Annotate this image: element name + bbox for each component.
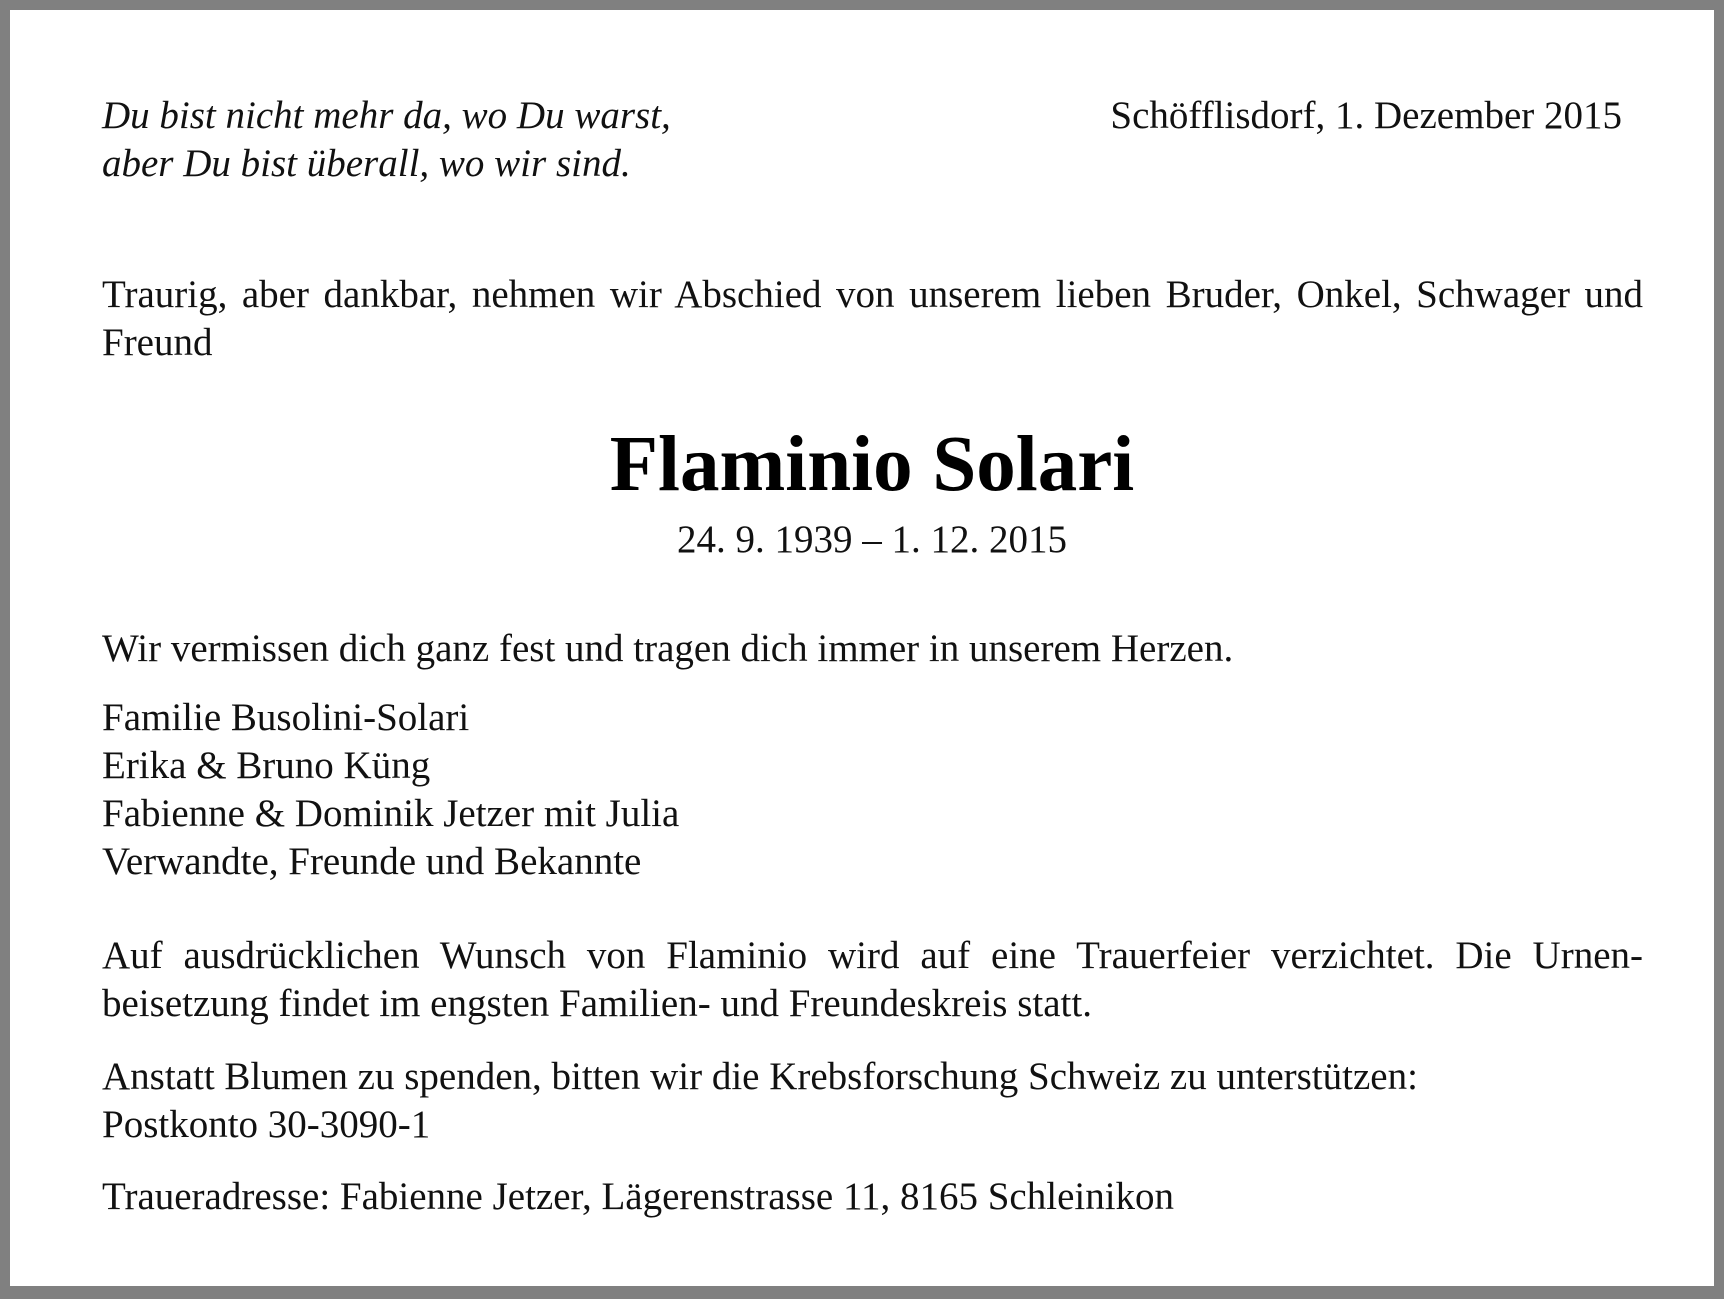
address-line: Traueradresse: Fabienne Jetzer, Lägerenstrasse 11, 8165 Schleinikon (102, 1175, 1175, 1218)
ceremony-notice (102, 932, 1643, 1028)
mourner-item: Familie Busolini-Solari (102, 696, 470, 739)
mourner-item: Fabienne & Dominik Jetzer mit Julia (102, 792, 680, 835)
donation-line-1: Anstatt Blumen zu spenden, bitten wir die Krebsforschung Schweiz zu unterstützen: (102, 1055, 1418, 1098)
life-dates: 24. 9. 1939 – 1. 12. 2015 (677, 518, 1067, 561)
donation-line-2: Postkonto 30-3090-1 (102, 1103, 431, 1146)
place-and-date: Schöfflisdorf, 1. Dezember 2015 (1110, 94, 1622, 137)
mourners-list (102, 694, 679, 886)
ceremony-line-1: Auf ausdrücklichen Wunsch von Flaminio wird auf eine Trauerfeier verzichtet. Die Urnen- (102, 934, 1643, 977)
message-text: Wir vermissen dich ganz fest und tragen dich immer in unserem Herzen. (102, 627, 1234, 670)
motto-line-2: aber Du bist überall, wo wir sind. (102, 142, 631, 185)
deceased-name: Flaminio Solari (609, 421, 1135, 508)
motto-line-1: Du bist nicht mehr da, wo Du warst, (102, 94, 671, 137)
motto-quote (102, 92, 671, 188)
mourning-address (102, 1173, 1643, 1221)
intro-text: Traurig, aber dankbar, nehmen wir Abschied von unserem lieben Bruder, Onkel, Schwager und Freund (102, 273, 1643, 364)
mourner-item: Verwandte, Freunde und Bekannte (102, 840, 642, 883)
donation-notice (102, 1053, 1643, 1149)
mourner-item: Erika & Bruno Küng (102, 744, 431, 787)
ceremony-line-2: beisetzung findet im engsten Familien- und Freundeskreis statt. (102, 982, 1092, 1025)
